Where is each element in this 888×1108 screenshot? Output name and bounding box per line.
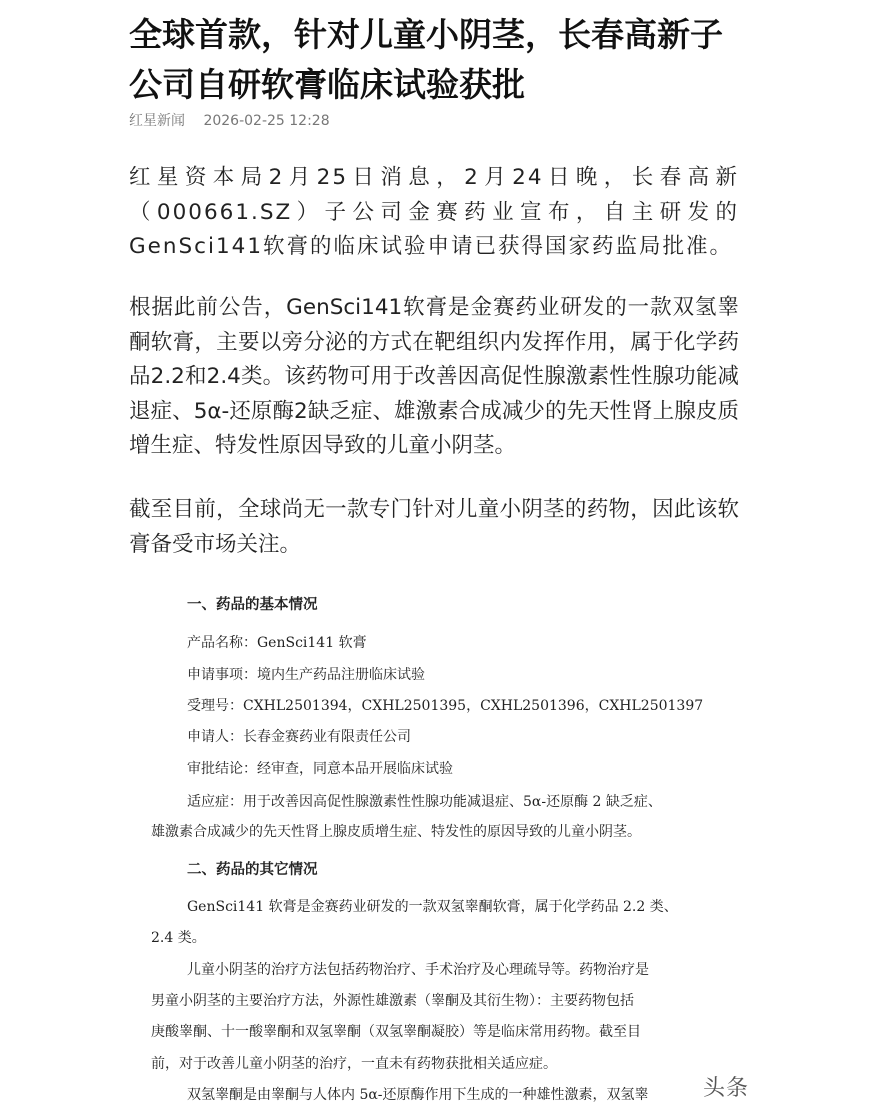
body-line: GenSci141 软膏是金赛药业研发的一款双氢睾酮软膏，属于化学药品 2.2 类、 — [187, 899, 678, 915]
field-acceptance-numbers: 受理号：CXHL2501394，CXHL2501395，CXHL2501396，CXHL2501397 — [187, 698, 704, 714]
field-approval-conclusion: 审批结论：经审查，同意本品开展临床试验 — [187, 761, 453, 777]
body-line: 儿童小阴茎的治疗方法包括药物治疗、手术治疗及心理疏导等。药物治疗是 — [187, 962, 649, 978]
article-title: 全球首款，针对儿童小阴茎，长春高新子公司自研软膏临床试验获批 — [129, 15, 723, 104]
section-title-basic-info: 一、药品的基本情况 — [187, 596, 318, 613]
article-paragraph-1: 红星资本局2月25日消息，2月24日晚，长春高新（000661.SZ）子公司金赛药业宣布，自主研发的GenSci141软膏的临床试验申请已获得国家药监局批准。 — [129, 165, 739, 259]
indication-line: 适应症：用于改善因高促性腺激素性性腺功能减退症、5α-还原酶 2 缺乏症、 — [187, 794, 662, 810]
field-application-item: 申请事项：境内生产药品注册临床试验 — [187, 667, 425, 683]
body-line: 前，对于改善儿童小阴茎的治疗，一直未有药物获批相关适应症。 — [151, 1056, 557, 1072]
article-source[interactable]: 红星新闻 — [129, 113, 185, 129]
article-datetime: 2026-02-25 12:28 — [203, 113, 330, 129]
document-image — [129, 582, 759, 1108]
article-paragraph-2: 根据此前公告，GenSci141软膏是金赛药业研发的一款双氢睾酮软膏，主要以旁分泌的方式在靶组织内发挥作用，属于化学药品2.2和2.4类。该药物可用于改善因高促性腺激素性性腺功能减退症、5α-还原酶2缺乏症、雄激素合成减少的先天性肾上腺皮质增生症、特发性原因导致的儿童小阴茎。 — [129, 295, 739, 458]
field-product-name: 产品名称：GenSci141 软膏 — [187, 635, 367, 651]
field-applicant: 申请人：长春金赛药业有限责任公司 — [187, 729, 411, 745]
body-line: 庚酸睾酮、十一酸睾酮和双氢睾酮（双氢睾酮凝胶）等是临床常用药物。截至目 — [151, 1024, 641, 1040]
body-line: 男童小阴茎的主要治疗方法，外源性雄激素（睾酮及其衍生物）：主要药物包括 — [151, 993, 634, 1009]
watermark: 头条 — [697, 1071, 755, 1102]
section-title-other-info: 二、药品的其它情况 — [187, 861, 318, 878]
body-line: 2.4 类。 — [151, 930, 206, 946]
article-meta — [129, 110, 330, 130]
body-line: 双氢睾酮是由睾酮与人体内 5α-还原酶作用下生成的一种雄性激素，双氢睾 — [187, 1087, 649, 1103]
article-paragraph-3: 截至目前，全球尚无一款专门针对儿童小阴茎的药物，因此该软膏备受市场关注。 — [129, 497, 739, 557]
indication-line: 雄激素合成减少的先天性肾上腺皮质增生症、特发性的原因导致的儿童小阴茎。 — [151, 824, 641, 840]
